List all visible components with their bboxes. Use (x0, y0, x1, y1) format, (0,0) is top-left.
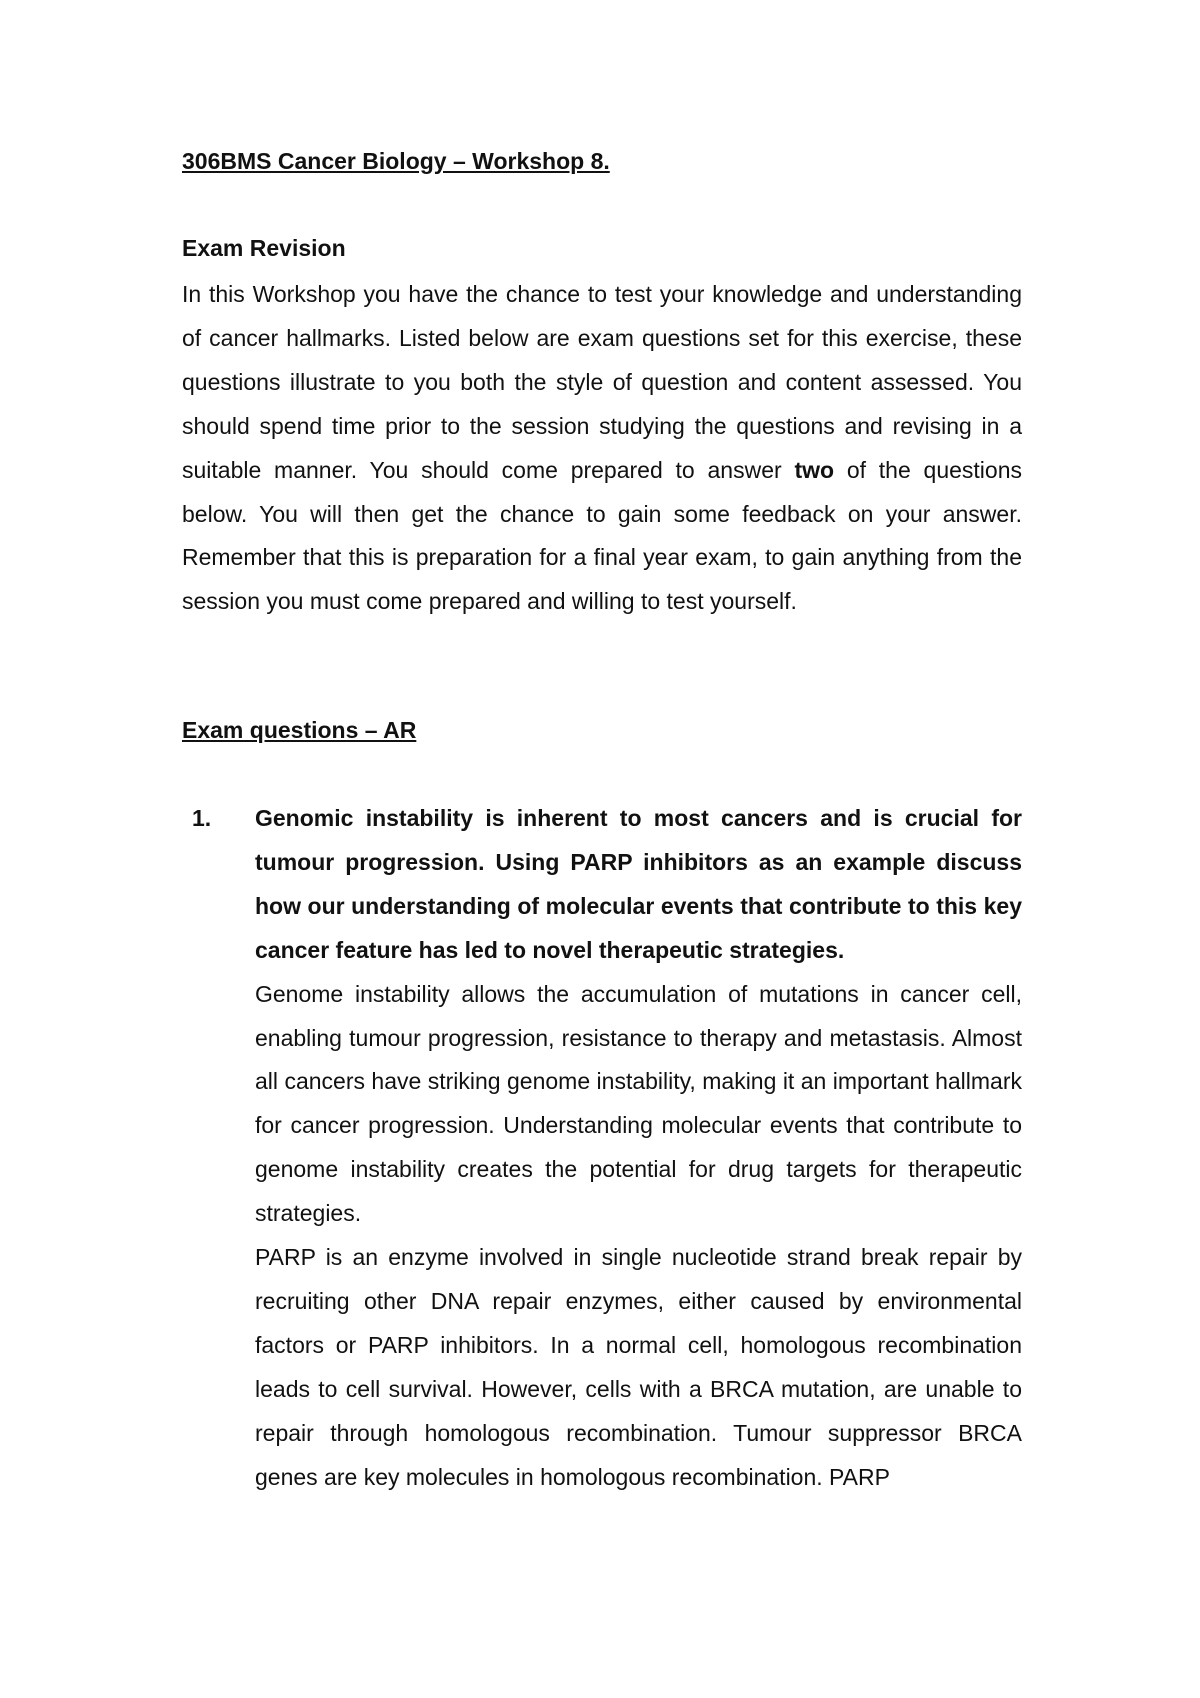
intro-text-part1: In this Workshop you have the chance to test your knowledge and understanding of cancer hallmarks. Listed below are exam questions set for this exercise, these questions illustrate to you both the style of question and content assessed. You should spend time prior to the session studying the questions and revising in a suitable manner. You should come prepared to answer (182, 281, 1022, 483)
answer-paragraph: PARP is an enzyme involved in single nucleotide strand break repair by recruiting other DNA repair enzymes, either caused by environmental factors or PARP inhibitors. In a normal cell, homologous recombination leads to cell survival. However, cells with a BRCA mutation, are unable to repair through homologous recombination. Tumour suppressor BRCA genes are key molecules in homologous recombination. PARP (255, 1244, 1022, 1490)
intro-paragraph (182, 273, 1022, 624)
section-heading-exam-revision: Exam Revision (182, 235, 346, 261)
answer-paragraph: Genome instability allows the accumulation of mutations in cancer cell, enabling tumour progression, resistance to therapy and metastasis. Almost all cancers have striking genome instability, making it an important hallmark for cancer progression. Understanding molecular events that contribute to genome instability creates the potential for drug targets for therapeutic strategies. (255, 980, 1022, 1227)
document-title: 306BMS Cancer Biology – Workshop 8. (182, 148, 610, 174)
question-text: Genomic instability is inherent to most cancers and is crucial for tumour progression. Using PARP inhibitors as an example discuss how our understanding of molecular events that contribute to this key cancer feature has led to novel therapeutic strategies. (255, 805, 1022, 963)
question-number: 1. (192, 805, 212, 831)
intro-emphasis: two (794, 456, 835, 483)
intro-text-part2: of the questions below. You will then get the chance to gain some feedback on your answer. Remember that this is preparation for a final year exam, to gain anything from the session you must come prepared and willing to test yourself. (182, 456, 1022, 615)
exam-questions-heading: Exam questions – AR (182, 717, 417, 743)
question-body (255, 797, 1022, 1500)
